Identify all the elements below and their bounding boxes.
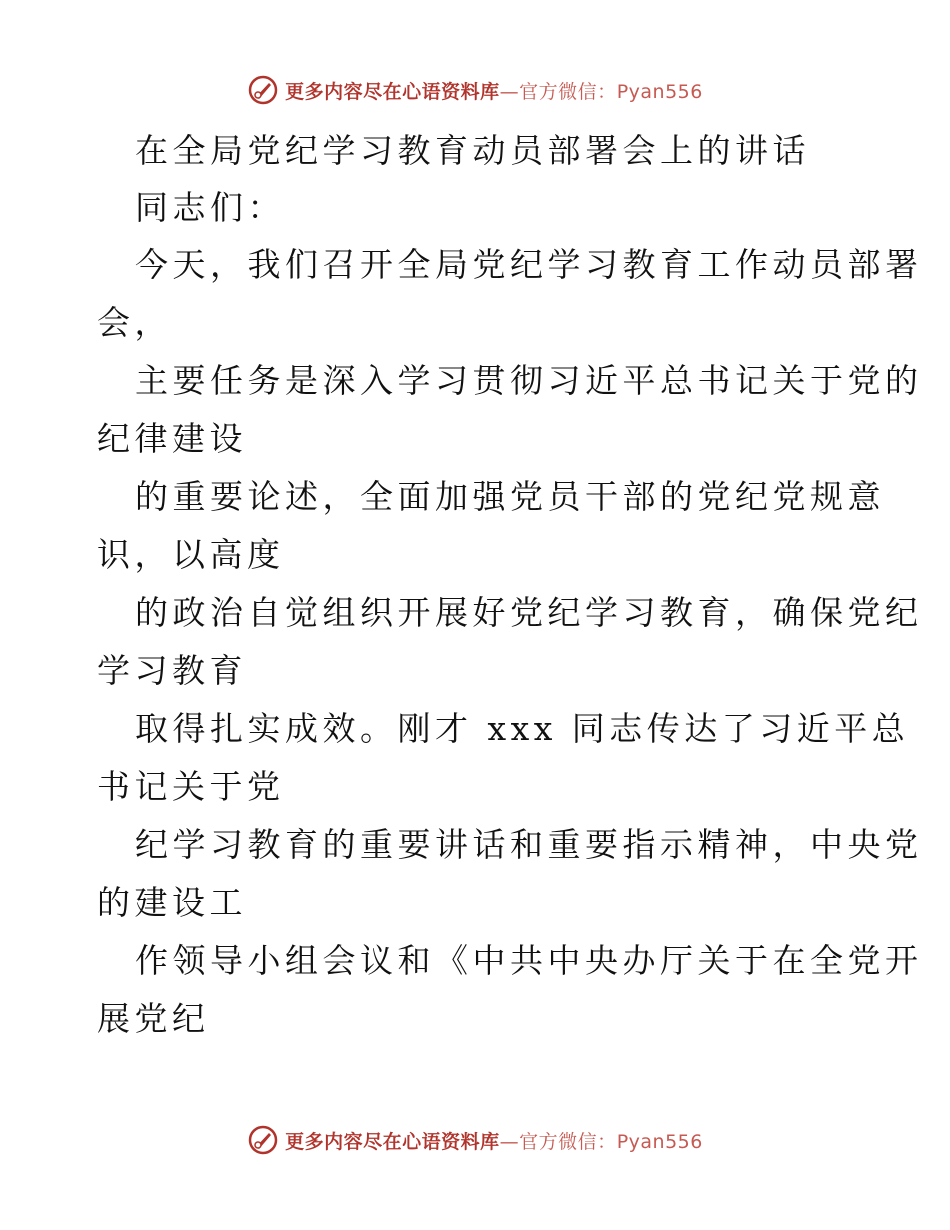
text-line: 的政治自觉组织开展好党纪学习教育，确保党纪 bbox=[135, 593, 923, 632]
watermark-id: Pyan556 bbox=[616, 1130, 703, 1153]
text-line: 展党纪 bbox=[97, 999, 210, 1038]
document-title: 在全局党纪学习教育动员部署会上的讲话 bbox=[135, 131, 810, 170]
watermark-text bbox=[285, 77, 703, 104]
header-watermark bbox=[0, 70, 950, 110]
quill-logo-icon bbox=[247, 1124, 279, 1156]
quill-logo-icon bbox=[247, 74, 279, 106]
text-line: 学习教育 bbox=[97, 651, 247, 690]
watermark-label: 官方微信： bbox=[519, 80, 617, 103]
watermark-main: 更多内容尽在心语资料库 bbox=[285, 80, 500, 103]
text-line: 的建设工 bbox=[97, 883, 247, 922]
text-line: 今天，我们召开全局党纪学习教育工作动员部署 bbox=[135, 245, 923, 284]
text-line: 主要任务是深入学习贯彻习近平总书记关于党的 bbox=[135, 361, 923, 400]
watermark-id: Pyan556 bbox=[616, 80, 703, 103]
text-line: 纪律建设 bbox=[97, 419, 247, 458]
watermark-dash: — bbox=[499, 1130, 520, 1153]
salutation: 同志们： bbox=[135, 188, 285, 227]
watermark-main: 更多内容尽在心语资料库 bbox=[285, 1130, 500, 1153]
watermark-dash: — bbox=[499, 80, 520, 103]
text-line: 会， bbox=[97, 303, 172, 342]
text-line: 识，以高度 bbox=[97, 535, 285, 574]
text-line: 纪学习教育的重要讲话和重要指示精神，中央党 bbox=[135, 825, 923, 864]
footer-watermark bbox=[0, 1120, 950, 1160]
watermark-text bbox=[285, 1127, 703, 1154]
text-line: 取得扎实成效。刚才 xxx 同志传达了习近平总 bbox=[135, 709, 910, 748]
text-line: 作领导小组会议和《中共中央办厅关于在全党开 bbox=[135, 941, 923, 980]
watermark-label: 官方微信： bbox=[519, 1130, 617, 1153]
text-line: 的重要论述，全面加强党员干部的党纪党规意 bbox=[135, 477, 885, 516]
text-line: 书记关于党 bbox=[97, 767, 285, 806]
